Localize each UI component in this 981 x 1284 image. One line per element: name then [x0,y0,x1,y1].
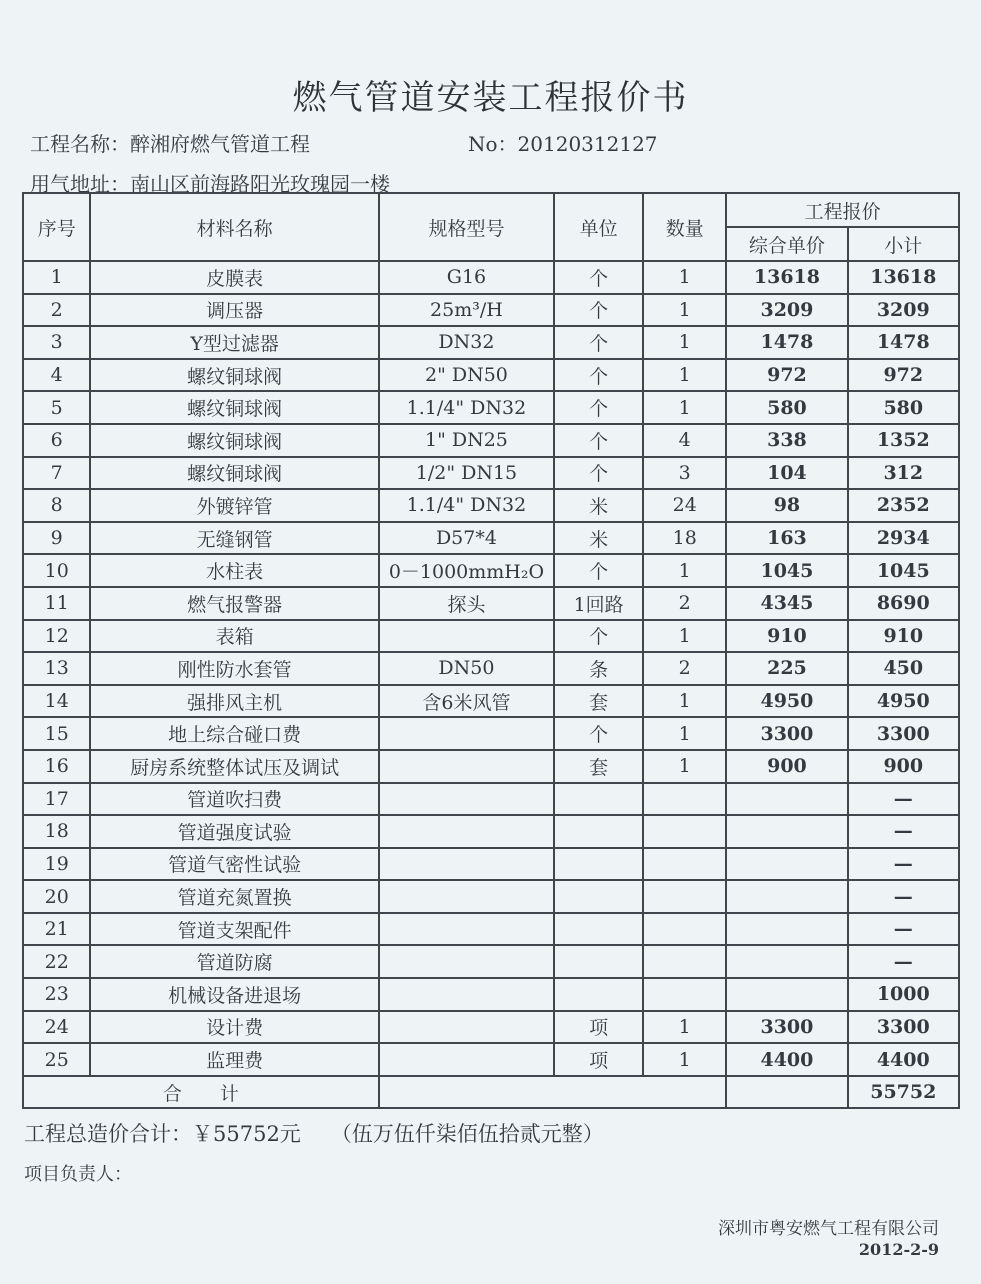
cell-subtotal: — [848,945,959,978]
project-name-label: 工程名称： [30,132,130,156]
header-subtotal: 小计 [848,227,959,261]
cell-unit: 个 [554,261,643,294]
cell-name: 外镀锌管 [90,489,378,522]
cell-price [726,945,847,978]
cell-subtotal: — [848,783,959,816]
cell-spec: 0－1000mmH₂O [379,554,554,587]
cell-unit: 套 [554,685,643,718]
cell-spec [379,1011,554,1044]
header-spec: 规格型号 [379,193,554,261]
cell-price [726,978,847,1011]
cell-price: 1045 [726,554,847,587]
header-qty: 数量 [643,193,726,261]
document-title: 燃气管道安装工程报价书 [292,78,689,118]
cell-qty [643,815,726,848]
cell-unit: 个 [554,359,643,392]
table-row [23,261,959,294]
cell-idx: 12 [23,620,90,653]
cell-price [726,913,847,946]
table-row [23,978,959,1011]
cell-price: 163 [726,522,847,555]
cell-qty: 1 [643,1043,726,1076]
cell-qty [643,978,726,1011]
cell-price [726,848,847,881]
document-date: 2012-2-9 [858,1240,939,1259]
number-label: No： [468,132,518,156]
cell-name: 管道支架配件 [90,913,378,946]
cell-qty [643,880,726,913]
header-index: 序号 [23,193,90,261]
cell-unit [554,945,643,978]
cell-price: 104 [726,457,847,490]
cell-name: 螺纹铜球阀 [90,391,378,424]
cell-name: 表箱 [90,620,378,653]
cell-idx: 5 [23,391,90,424]
cell-subtotal: 1000 [848,978,959,1011]
cell-spec [379,945,554,978]
cell-name: 皮膜表 [90,261,378,294]
cell-qty [643,783,726,816]
cell-idx: 7 [23,457,90,490]
cell-unit: 个 [554,424,643,457]
cell-spec [379,750,554,783]
cell-spec [379,848,554,881]
cell-spec: D57*4 [379,522,554,555]
cell-name: 监理费 [90,1043,378,1076]
cell-unit [554,913,643,946]
cell-qty: 24 [643,489,726,522]
cell-unit [554,880,643,913]
cell-name: 管道防腐 [90,945,378,978]
cell-unit [554,783,643,816]
total-row [23,1076,959,1109]
cell-idx: 22 [23,945,90,978]
cell-qty: 4 [643,424,726,457]
cell-name: 管道吹扫费 [90,783,378,816]
cell-unit [554,815,643,848]
cell-unit: 个 [554,326,643,359]
table-row [23,391,959,424]
cell-idx: 8 [23,489,90,522]
cell-price: 580 [726,391,847,424]
cell-price: 972 [726,359,847,392]
cell-subtotal: 1352 [848,424,959,457]
table-row [23,489,959,522]
cell-subtotal: 1045 [848,554,959,587]
cell-subtotal: 3300 [848,717,959,750]
cell-idx: 11 [23,587,90,620]
cell-idx: 4 [23,359,90,392]
cell-subtotal: 900 [848,750,959,783]
document-number [468,128,658,157]
header-unit: 单位 [554,193,643,261]
cell-spec [379,978,554,1011]
cell-spec: 1/2" DN15 [379,457,554,490]
table-row [23,359,959,392]
table-row [23,620,959,653]
cell-qty [643,945,726,978]
cell-qty: 1 [643,391,726,424]
cell-idx: 24 [23,1011,90,1044]
cell-subtotal: 2352 [848,489,959,522]
cell-subtotal: — [848,880,959,913]
cell-idx: 20 [23,880,90,913]
cell-subtotal: 8690 [848,587,959,620]
header-name: 材料名称 [90,193,378,261]
cell-price: 910 [726,620,847,653]
cell-subtotal: 1478 [848,326,959,359]
cell-unit: 米 [554,489,643,522]
header-unit-price: 综合单价 [726,227,847,261]
cell-idx: 18 [23,815,90,848]
project-name-line [30,128,658,157]
grand-total-line [24,1118,604,1148]
address-label: 用气地址： [30,172,130,196]
cell-name: 调压器 [90,294,378,327]
cell-spec [379,717,554,750]
table-row [23,294,959,327]
company-name: 深圳市粤安燃气工程有限公司 [718,1219,939,1239]
cell-subtotal: 580 [848,391,959,424]
cell-subtotal: 312 [848,457,959,490]
cell-spec: G16 [379,261,554,294]
cell-spec [379,815,554,848]
cell-spec [379,913,554,946]
cell-spec: DN32 [379,326,554,359]
cell-name: 螺纹铜球阀 [90,424,378,457]
table-row [23,945,959,978]
cell-qty: 1 [643,1011,726,1044]
cell-qty: 1 [643,750,726,783]
table-row [23,848,959,881]
table-row [23,815,959,848]
number-value: 20120312127 [517,132,658,156]
cell-idx: 17 [23,783,90,816]
address-value: 南山区前海路阳光玫瑰园一楼 [130,172,390,196]
cell-qty: 1 [643,554,726,587]
total-blank [379,1076,727,1109]
table-row [23,522,959,555]
table-row [23,554,959,587]
table-row [23,457,959,490]
cell-spec [379,620,554,653]
cell-qty: 2 [643,587,726,620]
cell-spec: 探头 [379,587,554,620]
cell-spec: DN50 [379,652,554,685]
cell-idx: 14 [23,685,90,718]
cell-idx: 13 [23,652,90,685]
table-row [23,685,959,718]
cell-name: 机械设备进退场 [90,978,378,1011]
cell-name: 设计费 [90,1011,378,1044]
table-row [23,880,959,913]
cell-idx: 23 [23,978,90,1011]
cell-name: 螺纹铜球阀 [90,457,378,490]
cell-idx: 2 [23,294,90,327]
cell-idx: 19 [23,848,90,881]
cell-price [726,783,847,816]
cell-unit [554,978,643,1011]
cell-price [726,880,847,913]
cell-name: 管道强度试验 [90,815,378,848]
total-blank-price [726,1076,847,1109]
cell-unit: 套 [554,750,643,783]
cell-price: 4950 [726,685,847,718]
cell-subtotal: — [848,848,959,881]
cell-qty: 3 [643,457,726,490]
cell-subtotal: — [848,815,959,848]
cell-name: 刚性防水套管 [90,652,378,685]
cell-spec: 25m³/H [379,294,554,327]
table-row [23,783,959,816]
table-row [23,913,959,946]
cell-qty: 1 [643,326,726,359]
cell-spec [379,1043,554,1076]
grand-total-chinese: （伍万伍仟柒佰伍拾贰元整） [330,1122,604,1146]
cell-idx: 9 [23,522,90,555]
cell-name: 地上综合碰口费 [90,717,378,750]
cell-spec: 2" DN50 [379,359,554,392]
cell-spec: 1.1/4" DN32 [379,489,554,522]
cell-qty [643,913,726,946]
cell-subtotal: 450 [848,652,959,685]
cell-price: 4345 [726,587,847,620]
cell-price: 4400 [726,1043,847,1076]
cell-unit: 个 [554,620,643,653]
cell-name: 强排风主机 [90,685,378,718]
cell-price: 3209 [726,294,847,327]
cell-spec: 1.1/4" DN32 [379,391,554,424]
table-row [23,750,959,783]
cell-qty: 1 [643,620,726,653]
header-price-group: 工程报价 [726,193,959,227]
cell-idx: 16 [23,750,90,783]
cell-idx: 21 [23,913,90,946]
cell-name: 管道充氮置换 [90,880,378,913]
cell-unit: 个 [554,391,643,424]
cell-subtotal: 4400 [848,1043,959,1076]
cell-idx: 3 [23,326,90,359]
quote-table [22,192,960,1109]
cell-price: 98 [726,489,847,522]
cell-qty: 18 [643,522,726,555]
cell-price [726,815,847,848]
cell-name: 燃气报警器 [90,587,378,620]
cell-subtotal: 4950 [848,685,959,718]
grand-total-label: 工程总造价合计： [24,1122,192,1146]
project-name: 醉湘府燃气管道工程 [130,132,310,156]
project-manager-label: 项目负责人： [24,1164,132,1185]
cell-subtotal: 3209 [848,294,959,327]
cell-price: 225 [726,652,847,685]
grand-total-value: ￥55752元 [192,1122,301,1146]
cell-name: Y型过滤器 [90,326,378,359]
cell-spec: 含6米风管 [379,685,554,718]
cell-qty: 1 [643,685,726,718]
cell-spec [379,880,554,913]
cell-idx: 10 [23,554,90,587]
cell-unit: 条 [554,652,643,685]
cell-name: 螺纹铜球阀 [90,359,378,392]
cell-idx: 15 [23,717,90,750]
cell-unit [554,848,643,881]
cell-subtotal: 910 [848,620,959,653]
cell-price: 3300 [726,717,847,750]
total-value: 55752 [848,1076,959,1109]
cell-price: 338 [726,424,847,457]
cell-qty: 1 [643,294,726,327]
cell-price: 1478 [726,326,847,359]
cell-price: 13618 [726,261,847,294]
cell-unit: 个 [554,554,643,587]
cell-name: 管道气密性试验 [90,848,378,881]
cell-subtotal: — [848,913,959,946]
cell-name: 水柱表 [90,554,378,587]
cell-price: 900 [726,750,847,783]
table-row [23,587,959,620]
table-row [23,1043,959,1076]
cell-subtotal: 3300 [848,1011,959,1044]
table-row [23,652,959,685]
cell-qty [643,848,726,881]
cell-unit: 个 [554,717,643,750]
cell-spec: 1" DN25 [379,424,554,457]
cell-subtotal: 2934 [848,522,959,555]
cell-subtotal: 972 [848,359,959,392]
cell-unit: 米 [554,522,643,555]
cell-qty: 1 [643,717,726,750]
cell-qty: 2 [643,652,726,685]
cell-unit: 个 [554,457,643,490]
cell-subtotal: 13618 [848,261,959,294]
cell-unit: 1回路 [554,587,643,620]
cell-unit: 个 [554,294,643,327]
cell-idx: 1 [23,261,90,294]
cell-unit: 项 [554,1043,643,1076]
table-row [23,326,959,359]
cell-idx: 25 [23,1043,90,1076]
cell-qty: 1 [643,359,726,392]
cell-unit: 项 [554,1011,643,1044]
cell-spec [379,783,554,816]
table-row [23,717,959,750]
table-row [23,1011,959,1044]
table-row [23,424,959,457]
cell-idx: 6 [23,424,90,457]
cell-name: 厨房系统整体试压及调试 [90,750,378,783]
cell-name: 无缝钢管 [90,522,378,555]
cell-qty: 1 [643,261,726,294]
total-label: 合 计 [23,1076,379,1109]
cell-price: 3300 [726,1011,847,1044]
